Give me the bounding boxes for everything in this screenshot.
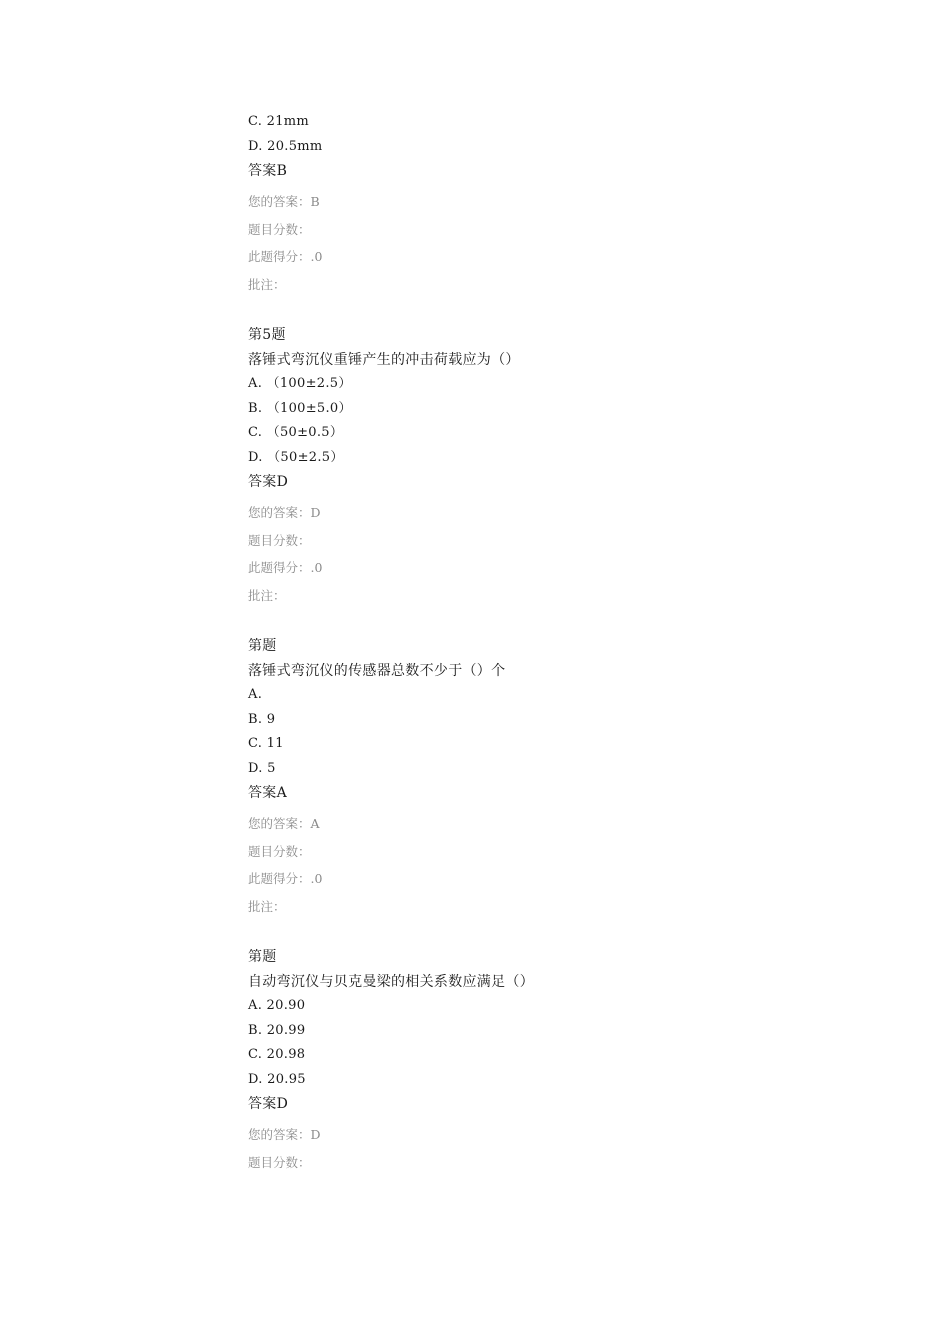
option-c: C. 20.98 [248,1047,306,1062]
question-block [248,637,848,925]
correct-answer: 答案A [248,785,288,801]
question-number: 第5题 [248,327,286,343]
document-page [248,113,848,1181]
question-number: 第题 [248,638,277,654]
score-label: 题目分数： [248,532,311,548]
option-a: A. 20.90 [248,998,306,1013]
question-text: 落锤式弯沉仪的传感器总数不少于（）个 [248,662,506,679]
option-b: B. 20.99 [248,1022,306,1038]
note-label: 批注： [248,276,286,292]
your-answer: 您的答案：D [248,1127,321,1142]
your-answer: 您的答案：D [248,505,321,520]
question-block [248,948,848,1181]
earned-score: 此题得分：.0 [248,249,323,264]
option-d: D. 20.95 [248,1071,306,1087]
option-c: C. 11 [248,736,284,751]
option-d: D. 5 [248,760,276,776]
question-number: 第题 [248,949,277,965]
option-a: A. [248,687,263,702]
your-answer: 您的答案：A [248,816,320,831]
score-label: 题目分数： [248,843,311,859]
correct-answer: 答案D [248,1096,289,1112]
note-label: 批注： [248,898,286,914]
your-answer: 您的答案：B [248,194,320,209]
option-b: B. 9 [248,711,276,727]
earned-score: 此题得分：.0 [248,560,323,575]
question-block-continued [248,113,848,303]
option-d: D. 20.5mm [248,138,323,154]
question-text: 落锤式弯沉仪重锤产生的冲击荷载应为（） [248,351,520,368]
earned-score: 此题得分：.0 [248,871,323,886]
question-block [248,326,848,614]
score-label: 题目分数： [248,221,311,237]
option-c: C. （50±0.5） [248,425,344,440]
option-c: C. 21mm [248,114,310,129]
score-label: 题目分数： [248,1154,311,1170]
question-text: 自动弯沉仪与贝克曼梁的相关系数应满足（） [248,973,534,990]
option-b: B. （100±5.0） [248,400,352,416]
correct-answer: 答案D [248,474,289,490]
correct-answer: 答案B [248,163,288,179]
option-a: A. （100±2.5） [248,376,352,391]
option-d: D. （50±2.5） [248,449,344,465]
note-label: 批注： [248,587,286,603]
